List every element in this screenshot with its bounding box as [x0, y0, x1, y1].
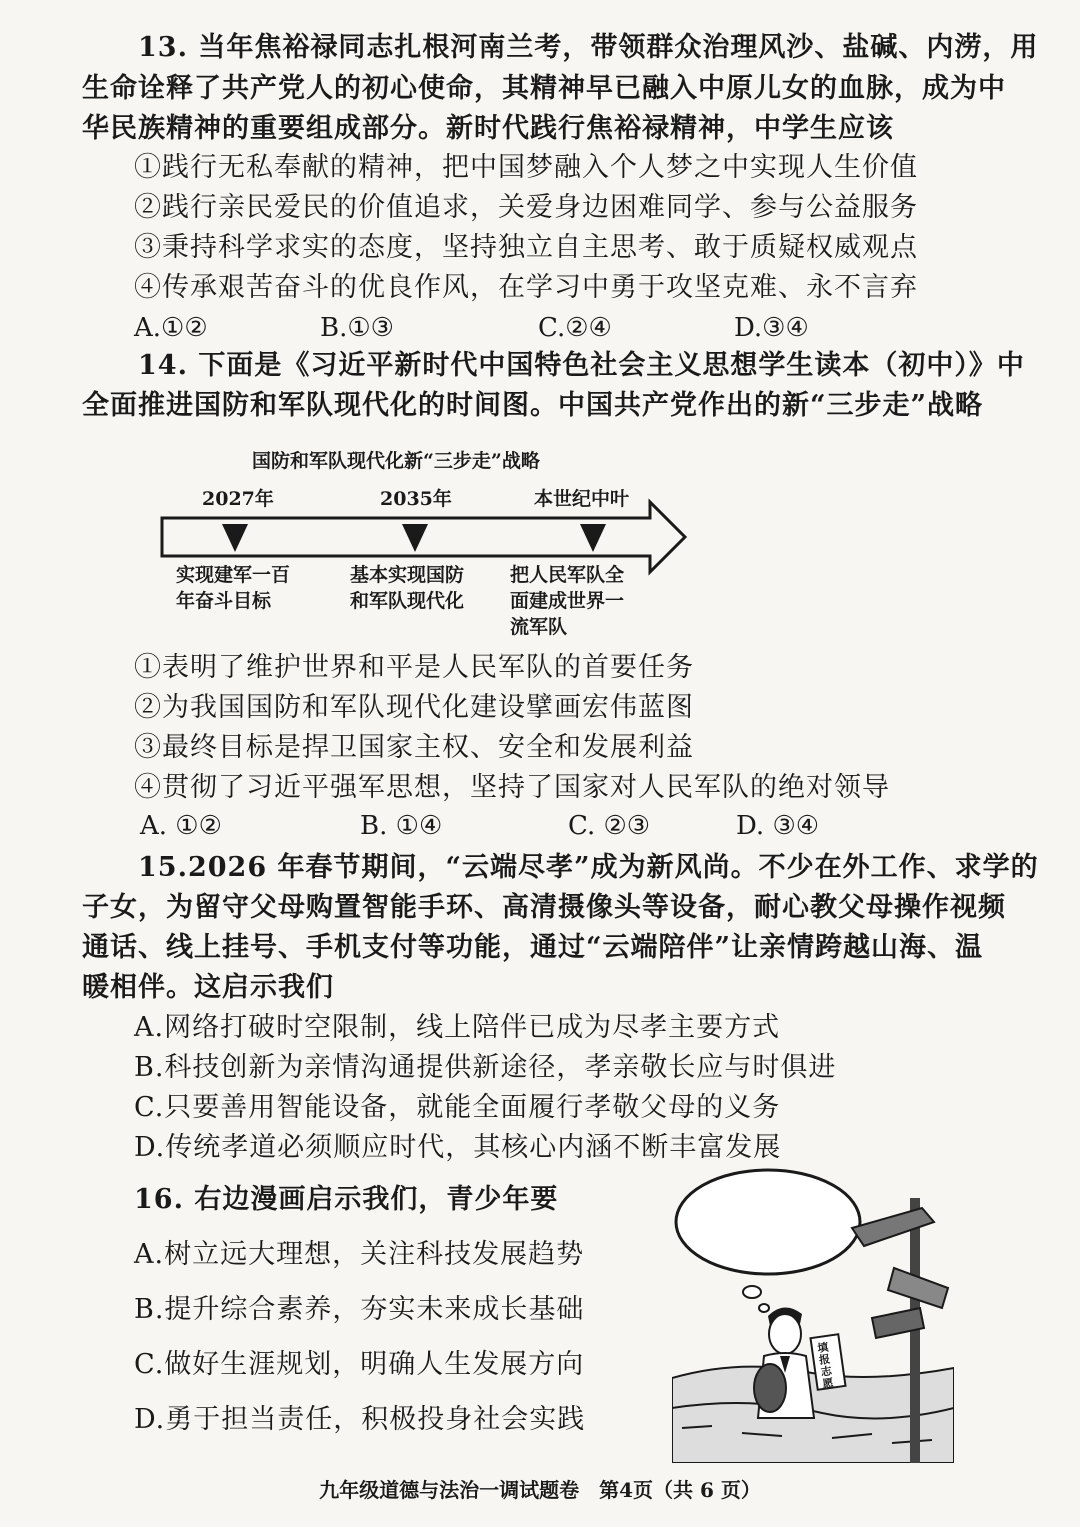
timeline-time-2: 2035年	[380, 488, 452, 510]
timeline-time-1: 2027年	[202, 488, 274, 510]
timeline-goal-1-line-2: 年奋斗目标	[176, 590, 272, 612]
timeline-goal-3-line-3: 流军队	[510, 616, 568, 638]
cartoon-illustration	[672, 1168, 954, 1463]
timeline-marker-3	[580, 524, 606, 552]
q13-stem-line-2: 生命诠释了共产党人的初心使命，其精神早已融入中原儿女的血脉，成为中	[82, 73, 1006, 104]
q13-option-a[interactable]: A.①②	[134, 313, 208, 343]
timeline-diagram	[150, 440, 710, 650]
q14-stem-line-1: 14. 下面是《习近平新时代中国特色社会主义思想学生读本（初中）》中	[138, 350, 1025, 381]
q16-stem: 16. 右边漫画启示我们，青少年要	[134, 1184, 559, 1215]
q15-stem-line-1: 15.2026 年春节期间，“云端尽孝”成为新风尚。不少在外工作、求学的	[138, 852, 1039, 883]
q13-option-b[interactable]: B.①③	[320, 313, 394, 343]
q15-option-a[interactable]: A.网络打破时空限制，线上陪伴已成为尽孝主要方式	[134, 1012, 781, 1043]
q13-statement-2: ②践行亲民爱民的价值追求，关爱身边困难同学、参与公益服务	[134, 192, 918, 223]
q14-statement-3: ③最终目标是捍卫国家主权、安全和发展利益	[134, 732, 694, 763]
q15-stem-line-2: 子女，为留守父母购置智能手环、高清摄像头等设备，耐心教父母操作视频	[82, 892, 1006, 923]
person-backpack	[754, 1364, 786, 1412]
q13-option-d[interactable]: D.③④	[734, 313, 809, 343]
timeline-goal-1-line-1: 实现建军一百	[176, 564, 291, 586]
cartoon-form-text: 填报志愿	[816, 1340, 835, 1391]
timeline-marker-2	[402, 524, 428, 552]
q13-stem-line-1: 13. 当年焦裕禄同志扎根河南兰考，带领群众治理风沙、盐碱、内涝，用	[138, 32, 1039, 63]
timeline-goal-3-line-1: 把人民军队全	[510, 564, 625, 586]
timeline-goal-2-line-2: 和军队现代化	[350, 590, 465, 612]
q14-option-a[interactable]: A. ①②	[140, 811, 222, 841]
thought-bubble	[676, 1170, 860, 1274]
q13-option-c[interactable]: C.②④	[538, 313, 612, 343]
q14-option-b[interactable]: B. ①④	[360, 811, 443, 841]
q15-option-b[interactable]: B.科技创新为亲情沟通提供新途径，孝亲敬长应与时俱进	[134, 1052, 837, 1083]
q14-stem-line-2: 全面推进国防和军队现代化的时间图。中国共产党作出的新“三步走”战略	[82, 390, 984, 421]
signpost-board-1	[852, 1208, 934, 1246]
q15-stem-line-3: 通话、线上挂号、手机支付等功能，通过“云端陪伴”让亲情跨越山海、温	[82, 932, 984, 963]
q14-statement-2: ②为我国国防和军队现代化建设擘画宏伟蓝图	[134, 692, 694, 723]
timeline-arrow	[150, 440, 710, 650]
person-head	[769, 1314, 801, 1354]
q14-option-c[interactable]: C. ②③	[568, 811, 651, 841]
q14-option-d[interactable]: D. ③④	[736, 811, 820, 841]
q15-option-d[interactable]: D.传统孝道必须顺应时代，其核心内涵不断丰富发展	[134, 1132, 782, 1163]
q16-option-b[interactable]: B.提升综合素养，夯实未来成长基础	[134, 1294, 585, 1325]
q13-statement-1: ①践行无私奉献的精神，把中国梦融入个人梦之中实现人生价值	[134, 152, 918, 183]
page-footer: 九年级道德与法治一调试题卷 第4页（共 6 页）	[319, 1478, 761, 1502]
q14-statement-1: ①表明了维护世界和平是人民军队的首要任务	[134, 652, 694, 683]
timeline-title: 国防和军队现代化新“三步走”战略	[252, 450, 540, 472]
q13-statement-4: ④传承艰苦奋斗的优良作风，在学习中勇于攻坚克难、永不言弃	[134, 272, 918, 303]
q16-option-d[interactable]: D.勇于担当责任，积极投身社会实践	[134, 1404, 586, 1435]
q14-statement-4: ④贯彻了习近平强军思想，坚持了国家对人民军队的绝对领导	[134, 772, 890, 803]
timeline-goal-3-line-2: 面建成世界一	[510, 590, 625, 612]
timeline-time-3: 本世纪中叶	[534, 488, 630, 510]
q13-stem-line-3: 华民族精神的重要组成部分。新时代践行焦裕禄精神，中学生应该	[82, 113, 894, 144]
q16-option-a[interactable]: A.树立远大理想，关注科技发展趋势	[134, 1239, 585, 1270]
q13-statement-3: ③秉持科学求实的态度，坚持独立自主思考、敢于质疑权威观点	[134, 232, 918, 263]
timeline-marker-1	[222, 524, 248, 552]
q15-stem-line-4: 暖相伴。这启示我们	[82, 972, 334, 1003]
q16-option-c[interactable]: C.做好生涯规划，明确人生发展方向	[134, 1349, 585, 1380]
timeline-goal-2-line-1: 基本实现国防	[350, 564, 465, 586]
q15-option-c[interactable]: C.只要善用智能设备，就能全面履行孝敬父母的义务	[134, 1092, 781, 1123]
